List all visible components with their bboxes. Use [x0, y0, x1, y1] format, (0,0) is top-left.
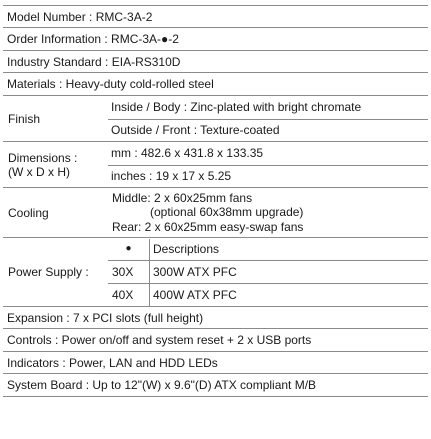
power-subtable — [108, 239, 428, 306]
dimensions-label-line2: (W x D x H) — [8, 164, 70, 179]
expansion: Expansion : 7 x PCI slots (full height) — [3, 307, 428, 329]
cooling-details — [108, 188, 428, 238]
model-row — [3, 6, 428, 28]
power-option-row — [108, 261, 428, 284]
power-option-row — [108, 284, 428, 306]
dimensions-inches: inches : 19 x 17 x 5.25 — [108, 165, 428, 187]
bullet-icon: ● — [125, 243, 132, 255]
cooling-line1: Middle: 2 x 60x25mm fans — [112, 190, 253, 205]
cooling-line3: Rear: 2 x 60x25mm easy-swap fans — [112, 219, 304, 234]
power-option-desc: 400W ATX PFC — [150, 284, 429, 306]
system-board-row — [3, 374, 428, 397]
dimensions-mm: mm : 482.6 x 431.8 x 133.35 — [111, 146, 264, 161]
dimensions-label-line1: Dimensions : — [8, 150, 78, 165]
expansion-row — [3, 307, 428, 329]
power-header-row — [108, 239, 428, 261]
finish-row — [3, 96, 428, 142]
cooling-line2: (optional 60x38mm upgrade) — [150, 205, 304, 220]
materials-row — [3, 73, 428, 96]
system-board: System Board : Up to 12"(W) x 9.6"(D) ATX compliant M/B — [3, 374, 428, 397]
finish-outside: Outside / Front : Texture-coated — [108, 119, 428, 141]
finish-subtable — [108, 96, 428, 141]
indicators: Indicators : Power, LAN and HDD LEDs — [3, 352, 428, 374]
controls: Controls : Power on/off and system reset + 2 x USB ports — [3, 329, 428, 352]
dimensions-row — [3, 142, 428, 188]
controls-row — [3, 329, 428, 352]
indicators-row — [3, 352, 428, 374]
dimensions-label — [3, 142, 108, 188]
finish-label: Finish — [3, 96, 108, 142]
materials: Materials : Heavy-duty cold-rolled steel — [3, 73, 428, 96]
model-number: Model Number : RMC-3A-2 — [3, 6, 428, 28]
industry-standard: Industry Standard : EIA-RS310D — [3, 51, 428, 73]
power-row — [3, 238, 428, 307]
dimensions-subtable — [108, 142, 428, 187]
power-header-descriptions: Descriptions — [150, 239, 429, 261]
finish-inside: Inside / Body : Zinc-plated with bright chromate — [111, 100, 362, 115]
power-label: Power Supply : — [3, 238, 108, 307]
cooling-label: Cooling — [3, 188, 108, 238]
power-option-code: 40X — [108, 284, 150, 306]
spec-table — [3, 5, 428, 397]
order-information: Order Information : RMC-3A-●-2 — [3, 28, 428, 51]
power-option-code: 30X — [108, 261, 150, 284]
power-option-desc: 300W ATX PFC — [150, 261, 429, 284]
order-row — [3, 28, 428, 51]
standard-row — [3, 51, 428, 73]
cooling-row — [3, 188, 428, 238]
